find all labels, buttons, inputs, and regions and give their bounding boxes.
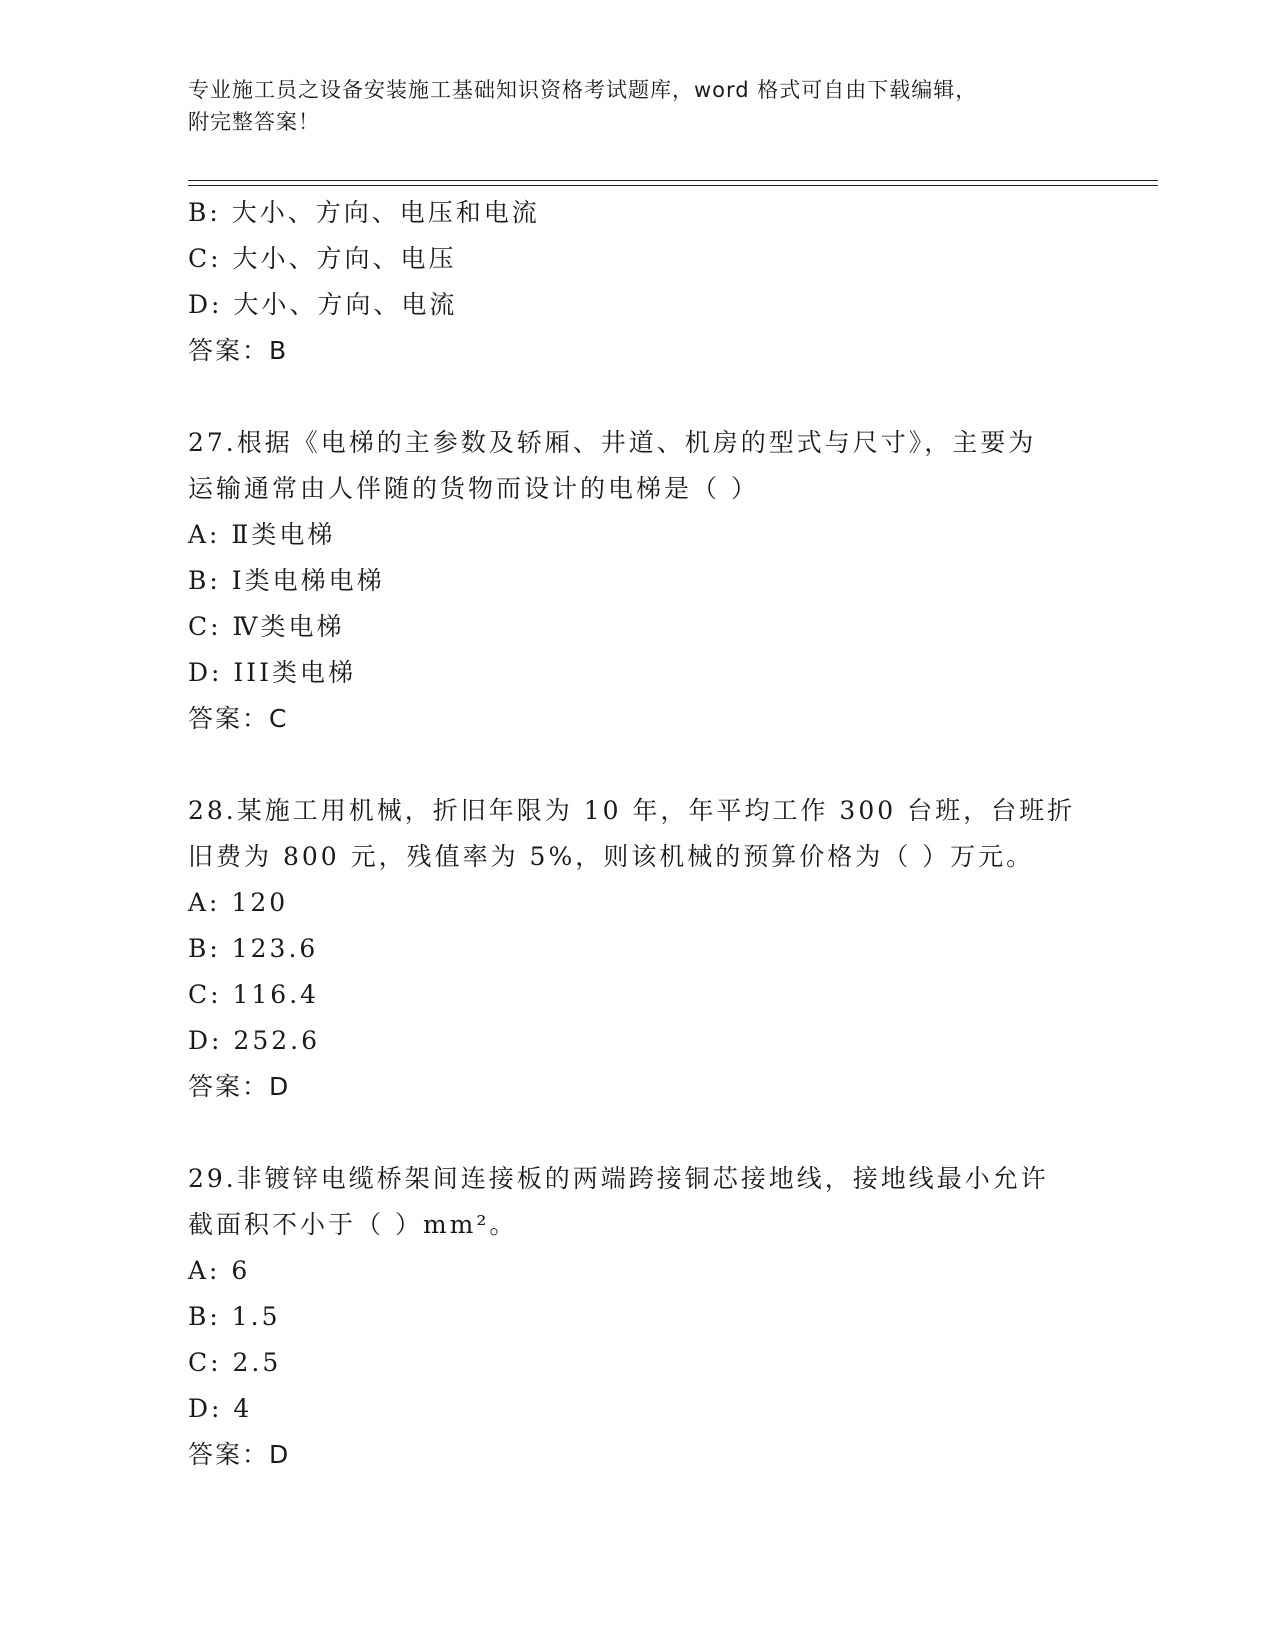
question-29 [188, 1156, 1088, 1478]
option-a: A: 120 [188, 888, 289, 917]
header-divider-top [188, 180, 1158, 181]
question-stem-line-1: 27.根据《电梯的主参数及轿厢、井道、机房的型式与尺寸》，主要为 [188, 428, 1037, 457]
option-a: A: 6 [188, 1256, 251, 1285]
option-b: B: Ⅰ类电梯电梯 [188, 566, 385, 595]
header-line-1: 专业施工员之设备安装施工基础知识资格考试题库，word 格式可自由下载编辑， [188, 78, 978, 102]
question-stem-line-1: 28.某施工用机械，折旧年限为 10 年，年平均工作 300 台班，台班折 [188, 796, 1076, 825]
option-d: D: 252.6 [188, 1026, 320, 1055]
option-d: D: III类电梯 [188, 658, 357, 687]
spacer [188, 742, 1088, 788]
option-d: D: 4 [188, 1394, 253, 1423]
question-list [188, 190, 1088, 1478]
question-stem-line-2: 截面积不小于（ ）mm²。 [188, 1210, 518, 1239]
option-c: C: Ⅳ类电梯 [188, 612, 345, 641]
option-c: C: 116.4 [188, 980, 320, 1009]
question-28 [188, 788, 1088, 1110]
answer: 答案：D [188, 1440, 291, 1469]
question-stem-line-2: 运输通常由人伴随的货物而设计的电梯是（ ） [188, 474, 759, 503]
answer: 答案：D [188, 1072, 291, 1101]
option-b: B: 大小、方向、电压和电流 [188, 198, 540, 227]
answer: 答案：B [188, 336, 289, 365]
header-line-2: 附完整答案！ [188, 110, 320, 134]
question-27 [188, 420, 1088, 742]
option-a: A: Ⅱ类电梯 [188, 520, 336, 549]
question-26 [188, 190, 1088, 374]
option-d: D: 大小、方向、电流 [188, 290, 458, 319]
question-stem-line-1: 29.非镀锌电缆桥架间连接板的两端跨接铜芯接地线，接地线最小允许 [188, 1164, 1049, 1193]
spacer [188, 1110, 1088, 1156]
option-c: C: 2.5 [188, 1348, 282, 1377]
page-header [188, 74, 1088, 138]
option-b: B: 123.6 [188, 934, 319, 963]
option-c: C: 大小、方向、电压 [188, 244, 457, 273]
spacer [188, 374, 1088, 420]
answer: 答案：C [188, 704, 289, 733]
question-stem-line-2: 旧费为 800 元，残值率为 5%，则该机械的预算价格为（ ）万元。 [188, 842, 1035, 871]
header-divider-bottom [188, 185, 1158, 186]
option-b: B: 1.5 [188, 1302, 281, 1331]
